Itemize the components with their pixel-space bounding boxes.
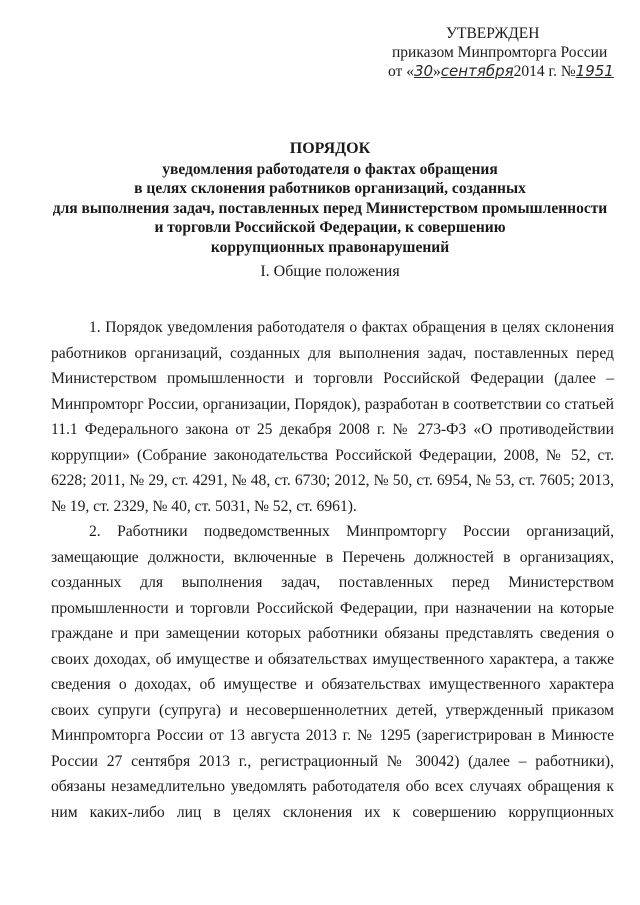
date-quote-close: » — [433, 63, 441, 80]
title-main: ПОРЯДОК — [289, 140, 371, 157]
title-line: в целях склонения работников организаций, созданных — [134, 180, 526, 197]
paragraph-1: 1. Порядок уведомления работодателя о фактах обращения в целях склонения работников организаций, созданных для выполнения задач, поставленных перед Министерством промышленности и торговли Российской Федерации (далее – Минпромторг России, организации, Порядок), разработан в соответствии со статьей 11.1 Федерального закона от 25 декабря 2008 г. № 273-ФЗ «О противодействии коррупции» (Собрание законодательства Российской Федерации, 2008, № 52, ст. 6228; 2011, № 29, ст. 4291, № 48, ст. 6730; 2012, № 50, ст. 6954, № 53, ст. 7605; 2013, № 19, ст. 2329, № 40, ст. 5031, № 52, ст. 6961). — [51, 319, 614, 515]
title-line: для выполнения задач, поставленных перед Министерством промышленности — [52, 199, 608, 217]
approval-block — [390, 24, 620, 81]
approval-order-line: приказом Минпромторга России — [392, 44, 608, 61]
handwritten-month: сентября — [440, 62, 514, 80]
title-line: уведомления работодателя о фактах обращения — [162, 160, 498, 178]
handwritten-order-number: 1951 — [575, 62, 614, 80]
date-year: 2014 г. № — [513, 63, 576, 80]
title-line: коррупционных правонарушений — [210, 238, 450, 256]
title-line: и торговли Российской Федерации, к совершению — [154, 219, 506, 236]
document-title — [40, 139, 620, 257]
handwritten-day: 30 — [413, 62, 434, 80]
body-text — [51, 315, 614, 825]
paragraph-2: 2. Работники подведомственных Минпромторгу России организаций, замещающие должности, включенные в Перечень должностей в организациях, созданных для выполнения задач, поставленных перед Министерством промышленности и торговли Российской Федерации, при назначении на которые граждане и при замещении которых работники обязаны представлять сведения о своих доходах, об имуществе и обязательствах имущественного характера, а также сведения о доходах, об имуществе и обязательствах имущественного характера своих супруги (супруга) и несовершеннолетних детей, утвержденный приказом Минпромторга России от 13 августа 2013 г. № 1295 (зарегистрирован в Минюсте России 27 сентября 2013 г., регистрационный № 30042) (далее – работники), обязаны незамедлительно уведомлять работодателя обо всех случаях обращения к ним каких-либо лиц в целях склонения их к совершению коррупционных — [51, 523, 614, 821]
approval-heading: УТВЕРЖДЕН — [446, 25, 540, 42]
date-prefix: от « — [388, 63, 414, 80]
section-heading: I. Общие положения — [260, 263, 400, 280]
approval-date-line — [388, 62, 620, 81]
